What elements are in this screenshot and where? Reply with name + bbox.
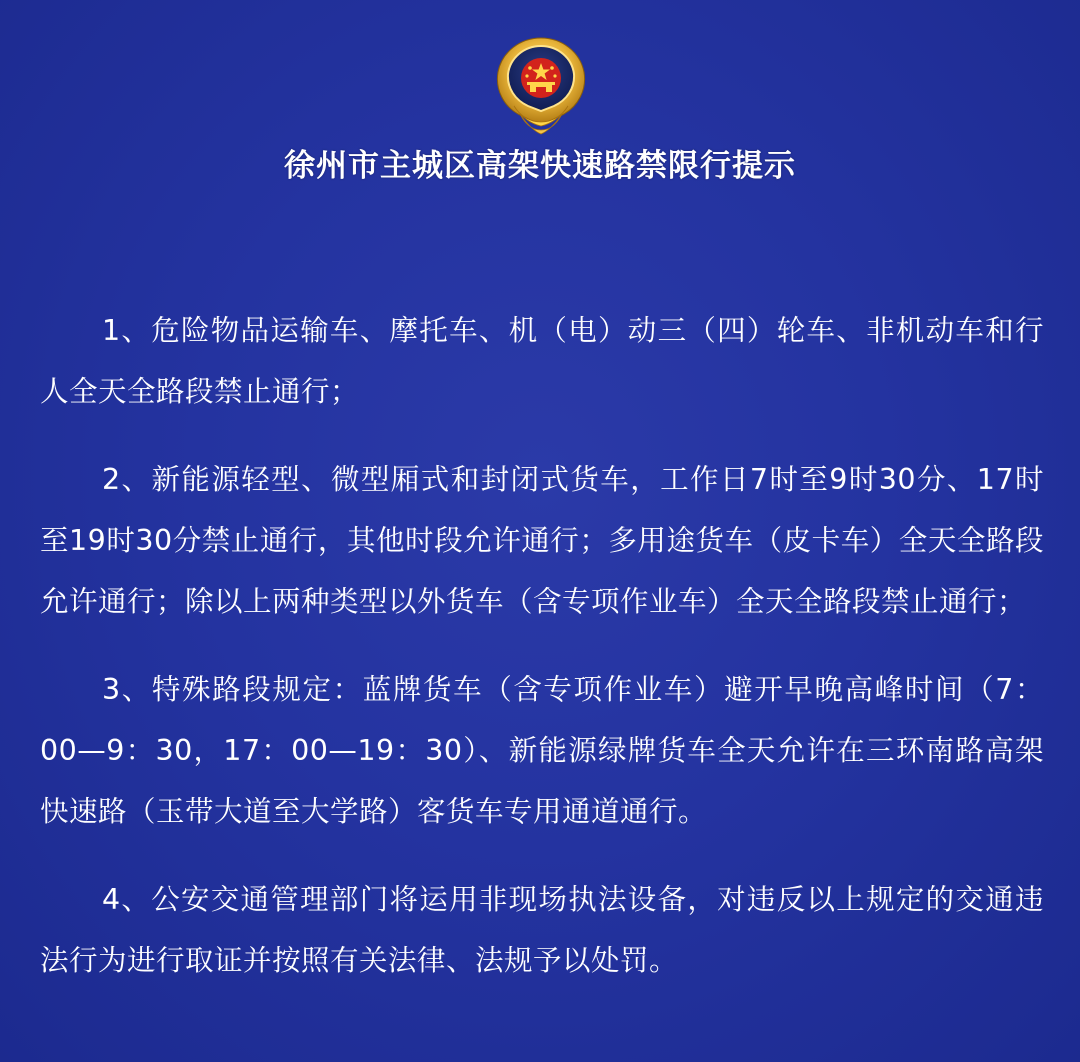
rule-paragraph-3: 3、特殊路段规定：蓝牌货车（含专项作业车）避开早晚高峰时间（7：00—9：30，17：00—19：30）、新能源绿牌货车全天允许在三环南路高架快速路（玉带大道至大学路）客货车专用通道通行。 [40,673,1044,828]
notice-body [40,300,1044,1018]
rule-paragraph-4: 4、公安交通管理部门将运用非现场执法设备，对违反以上规定的交通违法行为进行取证并按照有关法律、法规予以处罚。 [40,883,1044,977]
rule-paragraph-1: 1、危险物品运输车、摩托车、机（电）动三（四）轮车、非机动车和行人全天全路段禁止通行； [40,314,1044,408]
rule-paragraph-2: 2、新能源轻型、微型厢式和封闭式货车，工作日7时至9时30分、17时至19时30分禁止通行，其他时段允许通行；多用途货车（皮卡车）全天全路段允许通行；除以上两种类型以外货车（含专项作业车）全天全路段禁止通行； [40,463,1044,618]
police-emblem-icon [492,36,590,138]
notice-title: 徐州市主城区高架快速路禁限行提示 [284,148,796,184]
